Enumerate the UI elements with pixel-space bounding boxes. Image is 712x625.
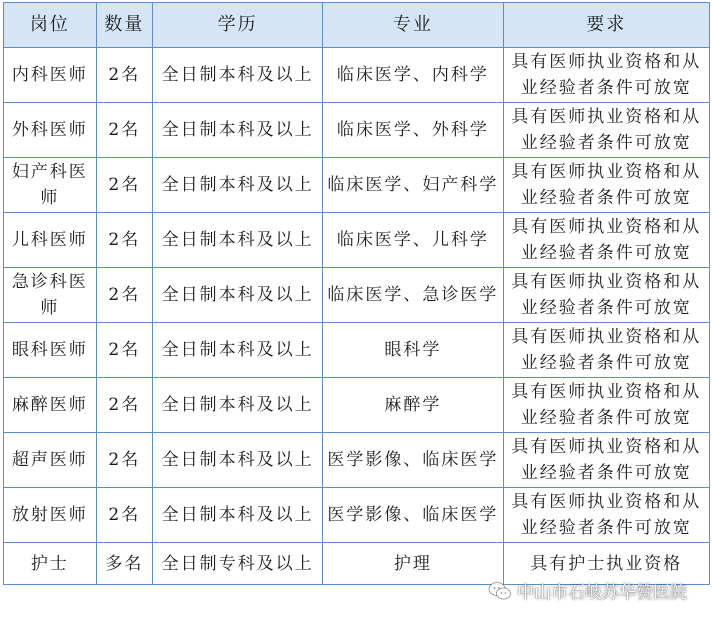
table-row: [4, 323, 710, 378]
table-row: [4, 268, 710, 323]
cell-major: 医学影像、临床医学: [323, 433, 503, 488]
cell-major: 眼科学: [323, 323, 503, 378]
cell-requirement: 具有医师执业资格和从业经验者条件可放宽: [503, 268, 710, 323]
cell-post: 内科医师: [4, 48, 97, 103]
cell-major: 临床医学、妇产科学: [323, 158, 503, 213]
recruitment-table: [3, 2, 710, 585]
cell-count: 2名: [96, 433, 152, 488]
cell-count: 2名: [96, 158, 152, 213]
cell-education: 全日制本科及以上: [153, 378, 323, 433]
cell-requirement: 具有医师执业资格和从业经验者条件可放宽: [503, 378, 710, 433]
cell-requirement: 具有医师执业资格和从业经验者条件可放宽: [503, 103, 710, 158]
table-row: [4, 213, 710, 268]
cell-education: 全日制本科及以上: [153, 323, 323, 378]
cell-education: 全日制专科及以上: [153, 543, 323, 585]
cell-requirement: 具有医师执业资格和从业经验者条件可放宽: [503, 213, 710, 268]
wechat-icon: [488, 581, 512, 601]
table-row: [4, 488, 710, 543]
cell-post: 护士: [4, 543, 97, 585]
table-row: [4, 48, 710, 103]
cell-count: 2名: [96, 48, 152, 103]
table-row: [4, 158, 710, 213]
cell-post: 急诊科医师: [4, 268, 97, 323]
cell-requirement: 具有医师执业资格和从业经验者条件可放宽: [503, 488, 710, 543]
cell-count: 2名: [96, 103, 152, 158]
cell-count: 多名: [96, 543, 152, 585]
cell-post: 外科医师: [4, 103, 97, 158]
cell-major: 临床医学、急诊医学: [323, 268, 503, 323]
cell-requirement: 具有医师执业资格和从业经验者条件可放宽: [503, 158, 710, 213]
cell-education: 全日制本科及以上: [153, 103, 323, 158]
table-row: [4, 103, 710, 158]
cell-education: 全日制本科及以上: [153, 488, 323, 543]
cell-requirement: 具有医师执业资格和从业经验者条件可放宽: [503, 323, 710, 378]
table-row: [4, 433, 710, 488]
cell-post: 麻醉医师: [4, 378, 97, 433]
table-body: [4, 48, 710, 585]
cell-major: 临床医学、儿科学: [323, 213, 503, 268]
cell-education: 全日制本科及以上: [153, 213, 323, 268]
cell-post: 放射医师: [4, 488, 97, 543]
cell-major: 医学影像、临床医学: [323, 488, 503, 543]
cell-education: 全日制本科及以上: [153, 268, 323, 323]
cell-requirement: 具有护士执业资格: [503, 543, 710, 585]
cell-count: 2名: [96, 323, 152, 378]
cell-major: 麻醉学: [323, 378, 503, 433]
watermark-text: 中山市石岐苏华赞医院: [517, 583, 687, 603]
watermark: [488, 578, 687, 603]
cell-education: 全日制本科及以上: [153, 48, 323, 103]
cell-post: 儿科医师: [4, 213, 97, 268]
header-major: 专业: [323, 3, 503, 48]
cell-count: 2名: [96, 378, 152, 433]
cell-major: 临床医学、外科学: [323, 103, 503, 158]
cell-post: 超声医师: [4, 433, 97, 488]
cell-requirement: 具有医师执业资格和从业经验者条件可放宽: [503, 48, 710, 103]
cell-post: 眼科医师: [4, 323, 97, 378]
cell-count: 2名: [96, 488, 152, 543]
cell-post: 妇产科医师: [4, 158, 97, 213]
cell-requirement: 具有医师执业资格和从业经验者条件可放宽: [503, 433, 710, 488]
cell-education: 全日制本科及以上: [153, 433, 323, 488]
cell-major: 临床医学、内科学: [323, 48, 503, 103]
cell-count: 2名: [96, 268, 152, 323]
header-education: 学历: [153, 3, 323, 48]
header-post: 岗位: [4, 3, 97, 48]
table-row: [4, 378, 710, 433]
header-count: 数量: [96, 3, 152, 48]
header-requirement: 要求: [503, 3, 710, 48]
cell-major: 护理: [323, 543, 503, 585]
header-row: [4, 3, 710, 48]
cell-count: 2名: [96, 213, 152, 268]
cell-education: 全日制本科及以上: [153, 158, 323, 213]
table-header: [4, 3, 710, 48]
